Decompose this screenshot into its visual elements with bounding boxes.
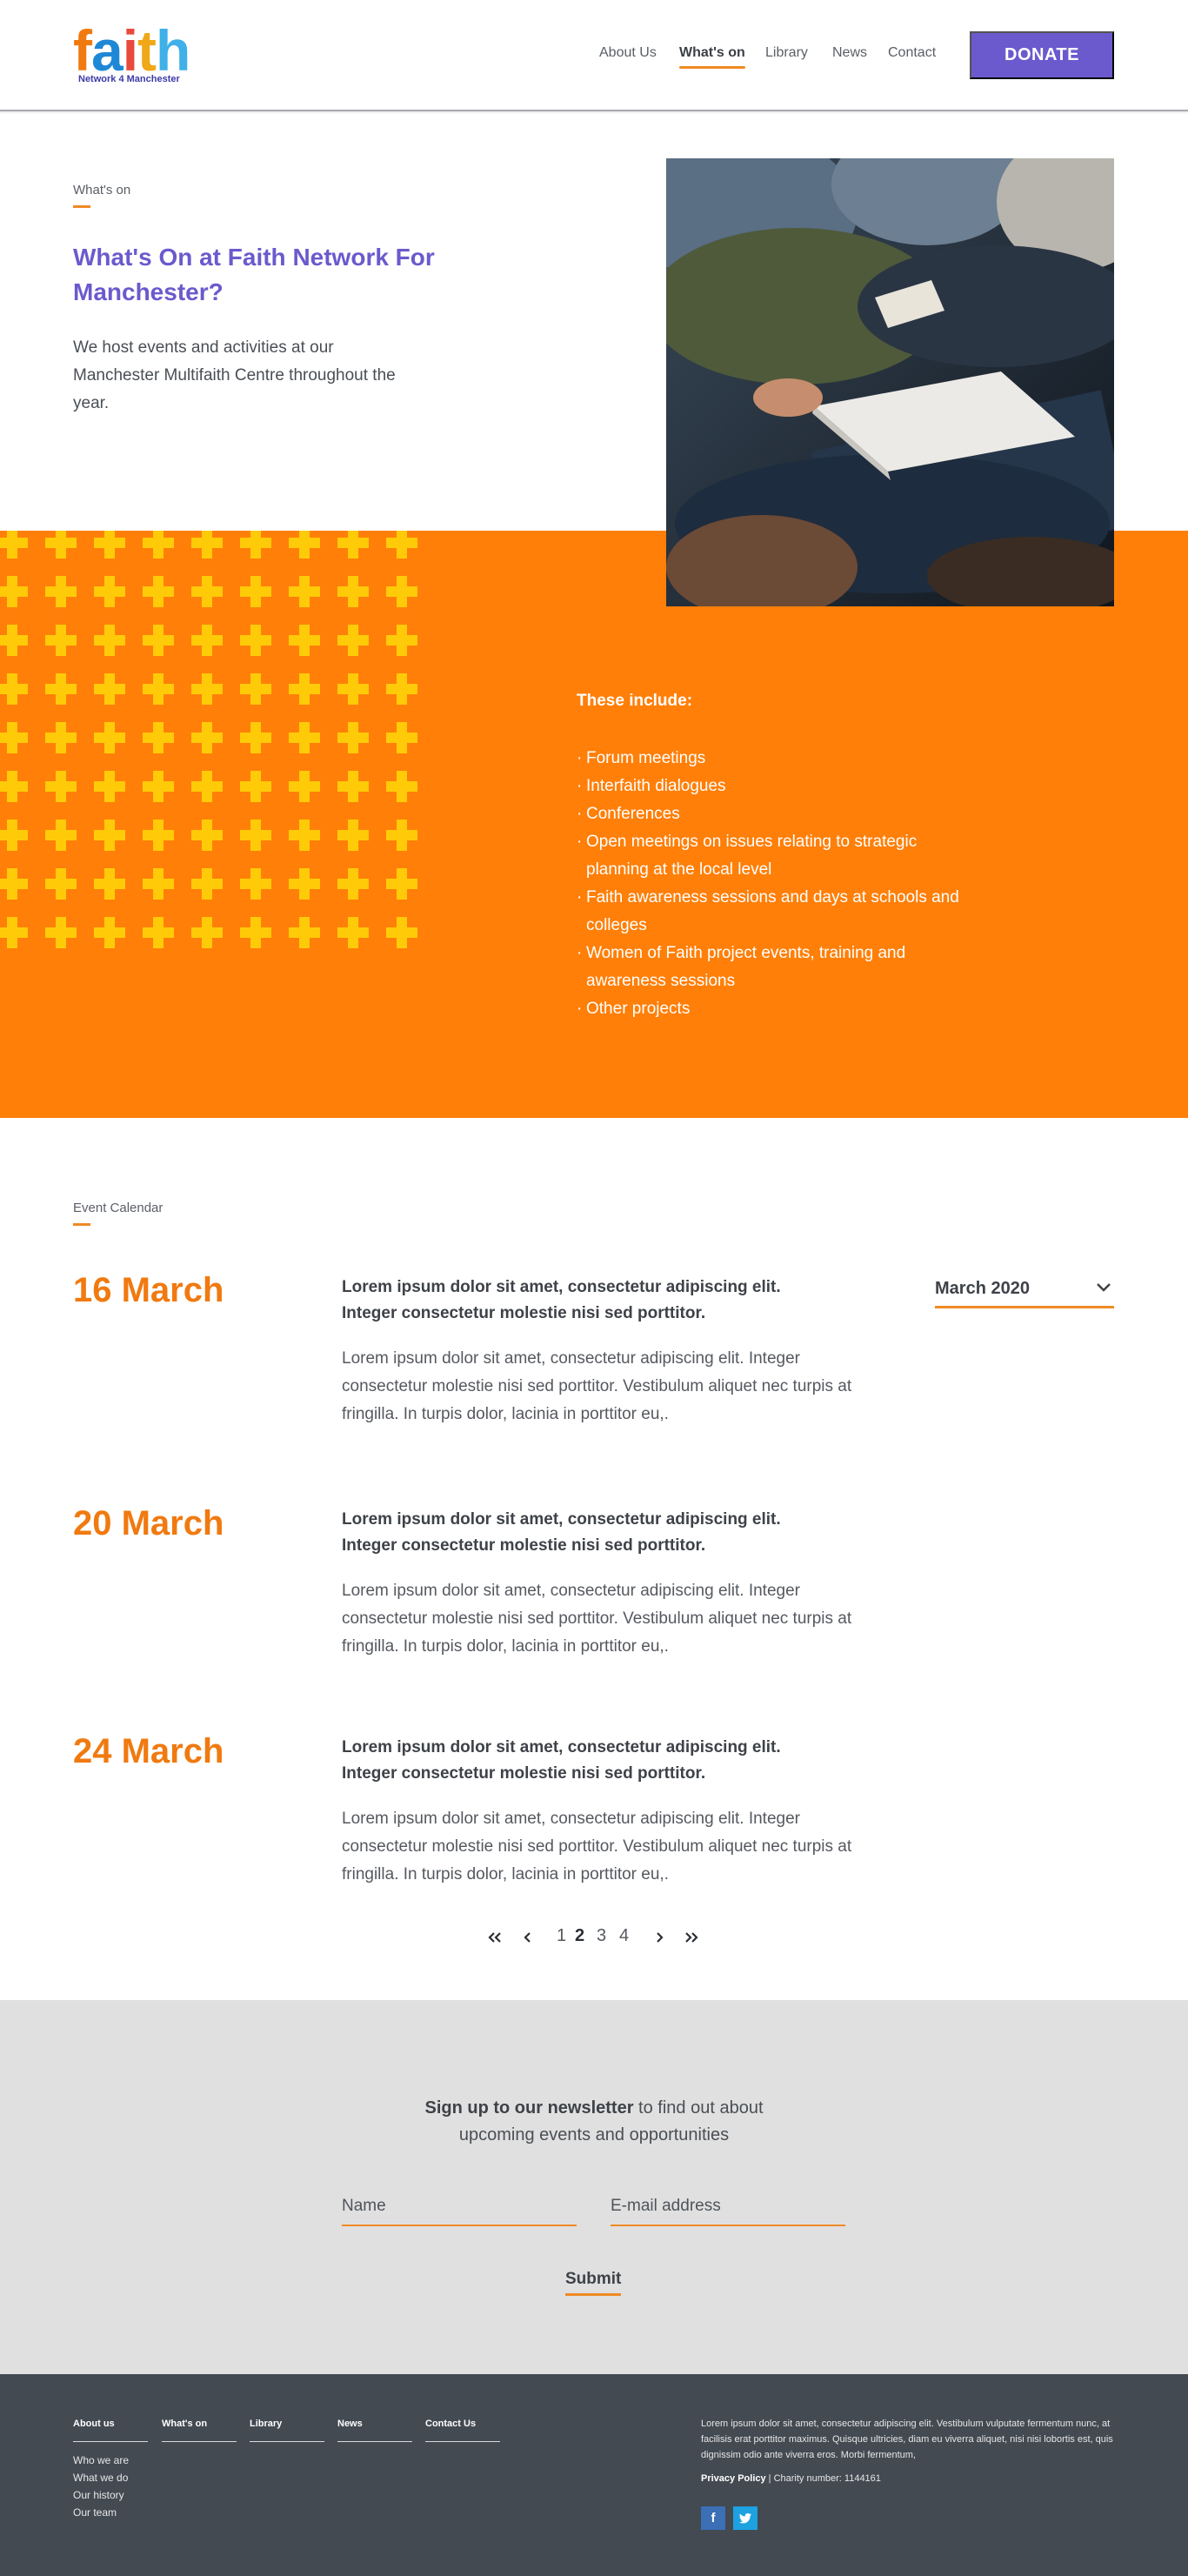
- email-input[interactable]: [611, 2190, 845, 2223]
- includes-heading: These include:: [577, 692, 693, 710]
- newsletter-lead-rest: to find out about: [633, 2098, 764, 2118]
- event-title[interactable]: Lorem ipsum dolor sit amet, consectetur adipiscing elit. Integer consectetur molestie nisi sed porttitor.: [342, 1738, 781, 1783]
- newsletter-lead-line2: upcoming events and opportunities: [458, 2125, 730, 2144]
- site-footer: [0, 2374, 1188, 2576]
- site-header: [0, 0, 1188, 111]
- footer-divider: [425, 2441, 500, 2442]
- calendar-eyebrow: Event Calendar: [73, 1201, 164, 1215]
- email-field-wrapper: [611, 2190, 845, 2226]
- page-link[interactable]: 1: [557, 1926, 567, 1945]
- footer-divider: [73, 2441, 148, 2442]
- chevron-down-icon: [1095, 1279, 1112, 1296]
- list-item: · Forum meetings: [577, 745, 959, 773]
- footer-col-contact[interactable]: Contact Us: [425, 2419, 477, 2429]
- donate-button[interactable]: DONATE: [970, 31, 1114, 79]
- newsletter-section: [0, 2000, 1188, 2374]
- list-item: · Conferences: [577, 800, 959, 828]
- footer-link-what-we-do[interactable]: What we do: [73, 2472, 129, 2484]
- list-item: · Open meetings on issues relating to strategic planning at the local level: [577, 828, 959, 884]
- event-description: Lorem ipsum dolor sit amet, consectetur adipiscing elit. Integer consectetur molestie nisi sed porttitor. Vestibulum aliquet nec turpis at fringilla. In turpis dolor, lacinia in porttitor eu,.: [342, 1810, 852, 1883]
- double-chevron-right-icon[interactable]: [684, 1931, 699, 1944]
- footer-col-about[interactable]: About us: [73, 2419, 115, 2429]
- nav-about-us[interactable]: About Us: [599, 45, 657, 60]
- footer-divider: [337, 2441, 412, 2442]
- logo-wordmark: faith: [73, 18, 190, 83]
- list-item: · Interfaith dialogues: [577, 773, 959, 800]
- event-title[interactable]: Lorem ipsum dolor sit amet, consectetur adipiscing elit. Integer consectetur molestie nisi sed porttitor.: [342, 1278, 781, 1322]
- name-field-wrapper: [342, 2190, 577, 2226]
- event-date: 16 March: [73, 1271, 224, 1309]
- event-description: Lorem ipsum dolor sit amet, consectetur adipiscing elit. Integer consectetur molestie nisi sed porttitor. Vestibulum aliquet nec turpis at fringilla. In turpis dolor, lacinia in porttitor eu,.: [342, 1349, 852, 1423]
- nav-contact[interactable]: Contact: [888, 45, 937, 60]
- newsletter-lead-bold: Sign up to our newsletter: [424, 2098, 634, 2118]
- facebook-icon[interactable]: f: [701, 2506, 725, 2530]
- list-item: · Women of Faith project events, training and awareness sessions: [577, 940, 959, 995]
- page-link[interactable]: 3: [597, 1926, 607, 1945]
- twitter-icon[interactable]: [733, 2506, 758, 2530]
- event-date: 20 March: [73, 1504, 224, 1542]
- twitter-bird-icon: [738, 2512, 752, 2525]
- chevron-right-icon[interactable]: [655, 1931, 664, 1944]
- event-description: Lorem ipsum dolor sit amet, consectetur adipiscing elit. Integer consectetur molestie nisi sed porttitor. Vestibulum aliquet nec turpis at fringilla. In turpis dolor, lacinia in porttitor eu,.: [342, 1582, 852, 1656]
- footer-link-our-team[interactable]: Our team: [73, 2506, 117, 2519]
- page-link-current[interactable]: 2: [575, 1926, 585, 1945]
- logo-subtitle: Network 4 Manchester: [78, 74, 180, 84]
- nav-library[interactable]: Library: [765, 45, 808, 60]
- footer-about-text: Lorem ipsum dolor sit amet, consectetur adipiscing elit. Vestibulum vulputate fermentum nunc, at facilisis erat porttitor maximus. Quisque ultricies, diam eu viverra aliquet, nisi nisi lobortis est, quis dignissim odio ante viverra eros. Morbi fermentum,: [701, 2419, 1113, 2460]
- footer-col-library[interactable]: Library: [250, 2419, 283, 2429]
- legal-separator: |: [768, 2473, 771, 2484]
- month-select[interactable]: [935, 1275, 1114, 1308]
- footer-legal: [701, 2473, 881, 2484]
- event-date: 24 March: [73, 1732, 224, 1770]
- month-select-value: March 2020: [935, 1279, 1030, 1298]
- submit-button[interactable]: Submit: [565, 2270, 622, 2288]
- nav-news[interactable]: News: [832, 45, 868, 60]
- newsletter-lead: [0, 2095, 1188, 2149]
- pagination: [0, 1926, 1188, 1952]
- hero-eyebrow: What's on: [73, 183, 131, 197]
- privacy-policy-link[interactable]: Privacy Policy: [701, 2473, 766, 2484]
- footer-link-who-we-are[interactable]: Who we are: [73, 2454, 130, 2466]
- event-title[interactable]: Lorem ipsum dolor sit amet, consectetur adipiscing elit. Integer consectetur molestie nisi sed porttitor.: [342, 1510, 781, 1555]
- list-item: · Faith awareness sessions and days at schools and colleges: [577, 884, 959, 940]
- footer-divider: [250, 2441, 324, 2442]
- double-chevron-left-icon[interactable]: [487, 1931, 503, 1944]
- footer-col-news[interactable]: News: [337, 2419, 363, 2429]
- charity-number: Charity number: 1144161: [773, 2473, 881, 2484]
- footer-link-our-history[interactable]: Our history: [73, 2489, 124, 2501]
- chevron-left-icon[interactable]: [524, 1931, 532, 1944]
- name-input[interactable]: [342, 2190, 577, 2223]
- page-link[interactable]: 4: [619, 1926, 630, 1945]
- includes-list: [577, 745, 959, 1023]
- nav-whats-on[interactable]: What's on: [679, 45, 745, 60]
- audience-notebook-photo: [666, 158, 1114, 606]
- list-item: · Other projects: [577, 995, 959, 1023]
- page-title: What's On at Faith Network For Manchester?: [73, 244, 435, 305]
- footer-col-whats-on[interactable]: What's on: [162, 2419, 208, 2429]
- hero-description: We host events and activities at our Manchester Multifaith Centre throughout the year.: [73, 338, 396, 412]
- photo-illustration: [666, 158, 1114, 606]
- footer-divider: [162, 2441, 237, 2442]
- cross-pattern-decoration: [0, 531, 433, 964]
